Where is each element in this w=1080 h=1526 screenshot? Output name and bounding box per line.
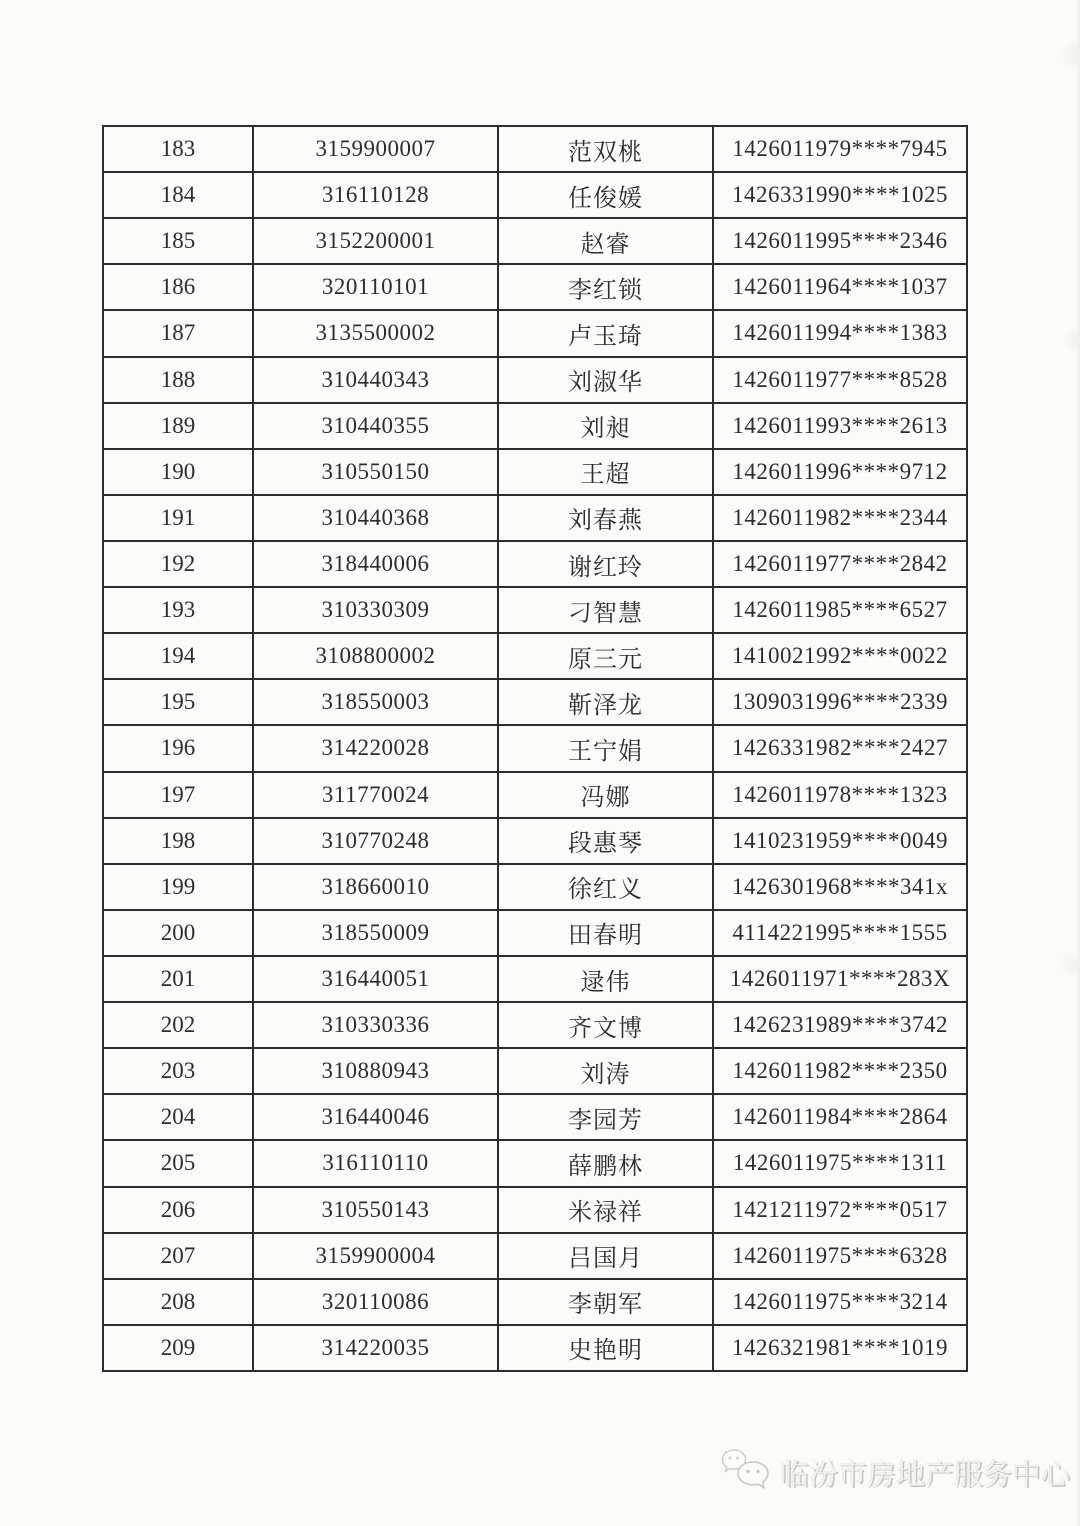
cell-code: 3159900007 [253,126,498,172]
cell-id: 1426011977****8528 [713,357,967,403]
table-row [103,264,967,310]
cell-code: 3135500002 [253,310,498,356]
cell-code: 310550143 [253,1187,498,1233]
cell-code: 310440368 [253,495,498,541]
cell-id: 1426301968****341x [713,864,967,910]
table-row [103,495,967,541]
cell-code: 320110101 [253,264,498,310]
cell-code: 316440046 [253,1094,498,1140]
table-row [103,587,967,633]
cell-code: 310330309 [253,587,498,633]
table-row [103,1140,967,1186]
cell-id: 1426011975****6328 [713,1233,967,1279]
cell-id: 1410021992****0022 [713,633,967,679]
cell-name: 刁智慧 [498,587,713,633]
table-row [103,310,967,356]
table-row [103,772,967,818]
wechat-icon [720,1448,772,1496]
cell-name: 史艳明 [498,1325,713,1371]
cell-code: 316110128 [253,172,498,218]
table-row [103,1094,967,1140]
cell-index: 198 [103,818,253,864]
cell-name: 李红锁 [498,264,713,310]
cell-id: 1426011985****6527 [713,587,967,633]
table-row [103,864,967,910]
table-row [103,725,967,771]
cell-name: 田春明 [498,910,713,956]
cell-name: 李园芳 [498,1094,713,1140]
cell-index: 197 [103,772,253,818]
cell-index: 191 [103,495,253,541]
cell-id: 1426011975****1311 [713,1140,967,1186]
cell-index: 193 [103,587,253,633]
cell-code: 311770024 [253,772,498,818]
cell-code: 310550150 [253,449,498,495]
cell-index: 190 [103,449,253,495]
cell-index: 200 [103,910,253,956]
cell-id: 1426011982****2344 [713,495,967,541]
cell-index: 195 [103,679,253,725]
cell-id: 1426011977****2842 [713,541,967,587]
cell-index: 194 [103,633,253,679]
cell-id: 1426011994****1383 [713,310,967,356]
cell-code: 310770248 [253,818,498,864]
cell-name: 冯娜 [498,772,713,818]
cell-code: 310440355 [253,403,498,449]
cell-id: 1410231959****0049 [713,818,967,864]
table-row [103,403,967,449]
cell-index: 204 [103,1094,253,1140]
cell-name: 薛鹏林 [498,1140,713,1186]
cell-index: 192 [103,541,253,587]
table-row [103,1187,967,1233]
cell-id: 1426011975****3214 [713,1279,967,1325]
cell-id: 1426321981****1019 [713,1325,967,1371]
cell-code: 310440343 [253,357,498,403]
cell-id: 1426011995****2346 [713,218,967,264]
cell-code: 316110110 [253,1140,498,1186]
table-row [103,1279,967,1325]
cell-name: 段惠琴 [498,818,713,864]
cell-name: 刘涛 [498,1048,713,1094]
cell-name: 卢玉琦 [498,310,713,356]
table-row [103,1002,967,1048]
cell-code: 3108800002 [253,633,498,679]
cell-name: 逯伟 [498,956,713,1002]
cell-code: 318660010 [253,864,498,910]
cell-index: 209 [103,1325,253,1371]
cell-name: 谢红玲 [498,541,713,587]
cell-code: 316440051 [253,956,498,1002]
cell-name: 吕国月 [498,1233,713,1279]
cell-id: 1426011979****7945 [713,126,967,172]
cell-code: 320110086 [253,1279,498,1325]
cell-name: 王超 [498,449,713,495]
cell-code: 310330336 [253,1002,498,1048]
cell-id: 1426331982****2427 [713,725,967,771]
cell-index: 189 [103,403,253,449]
cell-index: 203 [103,1048,253,1094]
cell-id: 1426231989****3742 [713,1002,967,1048]
cell-index: 196 [103,725,253,771]
cell-code: 314220028 [253,725,498,771]
cell-id: 4114221995****1555 [713,910,967,956]
cell-index: 187 [103,310,253,356]
cell-index: 202 [103,1002,253,1048]
table-row [103,218,967,264]
cell-index: 185 [103,218,253,264]
cell-name: 任俊媛 [498,172,713,218]
table-row [103,956,967,1002]
cell-name: 刘昶 [498,403,713,449]
table-row [103,633,967,679]
table-row [103,172,967,218]
cell-code: 310880943 [253,1048,498,1094]
table-row [103,541,967,587]
footer-brand-text: 临汾市房地产服务中心 [780,1458,1071,1491]
table-body [103,126,967,1371]
cell-code: 3152200001 [253,218,498,264]
table-row [103,818,967,864]
table-row [103,1048,967,1094]
cell-index: 199 [103,864,253,910]
cell-index: 184 [103,172,253,218]
cell-id: 1426011971****283X [713,956,967,1002]
cell-name: 原三元 [498,633,713,679]
table-row [103,679,967,725]
cell-name: 刘春燕 [498,495,713,541]
cell-id: 1426331990****1025 [713,172,967,218]
cell-index: 186 [103,264,253,310]
cell-code: 3159900004 [253,1233,498,1279]
table-row [103,449,967,495]
cell-index: 201 [103,956,253,1002]
cell-id: 1426011996****9712 [713,449,967,495]
cell-id: 1421211972****0517 [713,1187,967,1233]
table-row [103,357,967,403]
cell-index: 206 [103,1187,253,1233]
cell-id: 1426011964****1037 [713,264,967,310]
cell-index: 208 [103,1279,253,1325]
cell-code: 318550003 [253,679,498,725]
cell-name: 米禄祥 [498,1187,713,1233]
cell-index: 207 [103,1233,253,1279]
cell-name: 范双桃 [498,126,713,172]
cell-id: 1309031996****2339 [713,679,967,725]
table-row [103,1325,967,1371]
table-row [103,910,967,956]
cell-id: 1426011984****2864 [713,1094,967,1140]
cell-code: 314220035 [253,1325,498,1371]
cell-code: 318440006 [253,541,498,587]
table-row [103,1233,967,1279]
cell-name: 靳泽龙 [498,679,713,725]
cell-name: 王宁娟 [498,725,713,771]
cell-id: 1426011993****2613 [713,403,967,449]
cell-index: 205 [103,1140,253,1186]
table-row [103,126,967,172]
cell-index: 183 [103,126,253,172]
cell-id: 1426011982****2350 [713,1048,967,1094]
cell-name: 徐红义 [498,864,713,910]
cell-index: 188 [103,357,253,403]
footer-watermark [720,1448,1070,1496]
cell-code: 318550009 [253,910,498,956]
cell-id: 1426011978****1323 [713,772,967,818]
cell-name: 赵睿 [498,218,713,264]
cell-name: 刘淑华 [498,357,713,403]
cell-name: 李朝军 [498,1279,713,1325]
applicant-table [102,125,968,1372]
cell-name: 齐文博 [498,1002,713,1048]
